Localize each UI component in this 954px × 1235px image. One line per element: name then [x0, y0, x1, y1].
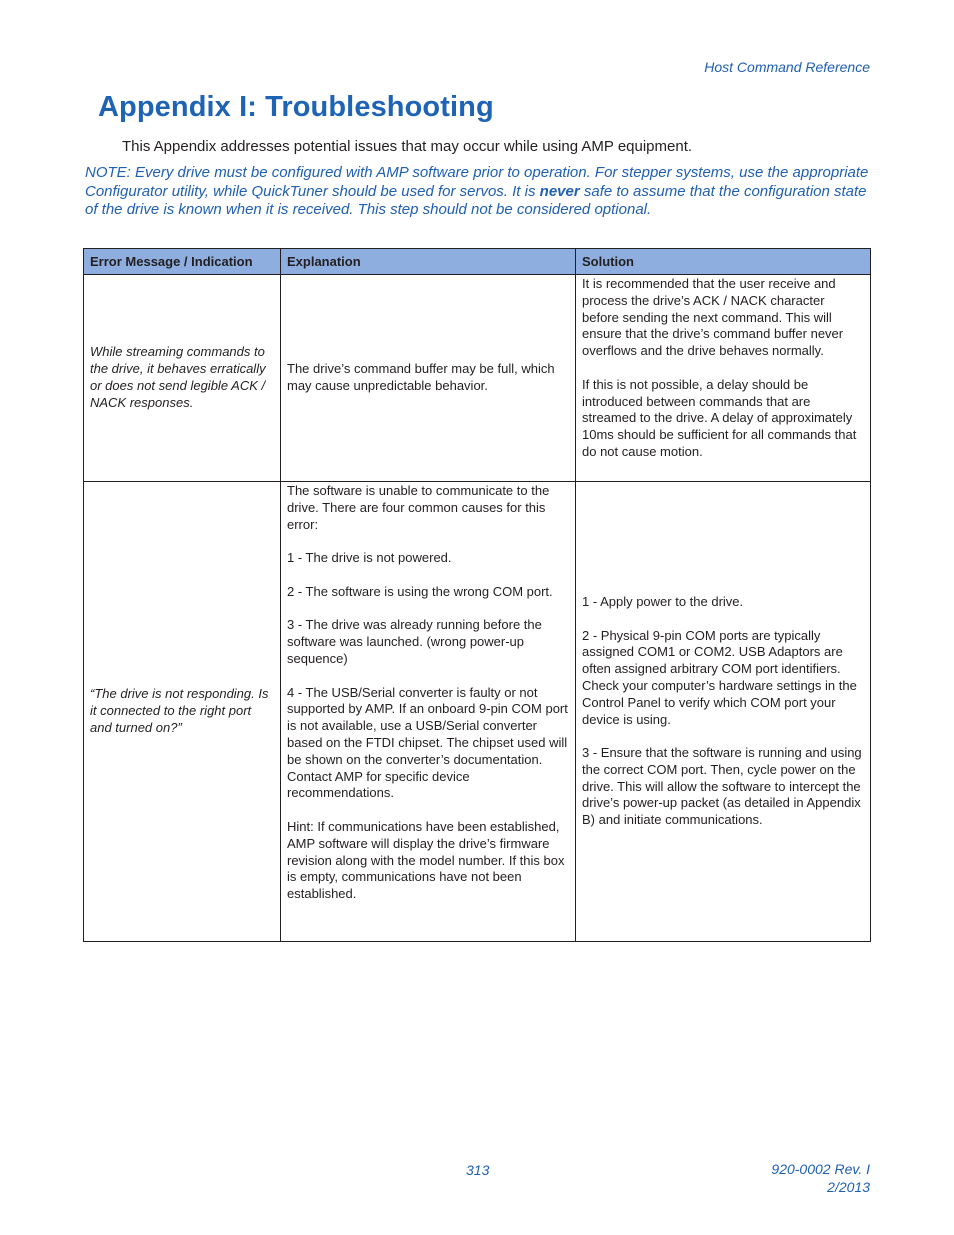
explanation-paragraph: 4 - The USB/Serial converter is faulty or not supported by AMP. If an onboard 9-pin COM port is not available, use a USB/Serial converter based on the FTDI chipset. The chipset used will be shown on the converter’s documentation. Contact AMP for specific device recommendations. [287, 684, 568, 801]
explanation-cell [281, 482, 576, 942]
solution-paragraph: 1 - Apply power to the drive. [582, 593, 744, 609]
error-cell: “The drive is not responding. Is it connected to the right port and turned on?” [84, 482, 281, 942]
solution-paragraph: 2 - Physical 9-pin COM ports are typically assigned COM1 or COM2. USB Adaptors are often assigned arbitrary COM port identifiers. Check your computer’s hardware settings in the Control Panel to verify which COM port your device is using. [582, 627, 857, 727]
document-date: 2/2013 [827, 1179, 870, 1195]
note-paragraph [85, 164, 875, 220]
troubleshooting-table [83, 248, 871, 942]
note-text-after: safe to assume that the configuration state of the drive is known when it is received. This step should not be considered optional. [85, 182, 867, 218]
column-header-explanation: Explanation [281, 249, 576, 275]
explanation-paragraph: 3 - The drive was already running before the software was launched. (wrong power-up sequence) [287, 617, 542, 666]
note-text-before: NOTE: Every drive must be configured with AMP software prior to operation. For stepper systems, use the appropriate Configurator utility, while QuickTuner should be used for servos. It is [85, 164, 869, 200]
error-cell: While streaming commands to the drive, it behaves erratically or does not send legible ACK / NACK responses. [84, 275, 281, 482]
table-header-row [84, 249, 871, 275]
table-row [84, 275, 871, 482]
revision-info [771, 1160, 870, 1196]
column-header-error: Error Message / Indication [84, 249, 281, 275]
document-revision: 920-0002 Rev. I [771, 1161, 870, 1177]
solution-cell [576, 482, 871, 942]
explanation-cell [281, 275, 576, 482]
note-emphasis: never [539, 182, 580, 200]
running-header: Host Command Reference [704, 59, 870, 75]
explanation-paragraph: The software is unable to communicate to the drive. There are four common causes for this error: [287, 483, 550, 532]
intro-paragraph: This Appendix addresses potential issues that may occur while using AMP equipment. [122, 138, 693, 155]
column-header-solution: Solution [576, 249, 871, 275]
page-title: Appendix I: Troubleshooting [98, 91, 494, 123]
solution-paragraph: It is recommended that the user receive and process the drive’s ACK / NACK character before sending the next command. This will ensure that the drive’s command buffer never overflows and the drive behaves normally. [582, 276, 844, 359]
explanation-paragraph: 2 - The software is using the wrong COM port. [287, 583, 553, 599]
page-number: 313 [466, 1162, 490, 1178]
solution-paragraph: If this is not possible, a delay should be introduced between commands that are streamed to the drive. A delay of approximately 10ms should be sufficient for all commands that do not cause motion. [582, 376, 857, 459]
explanation-paragraph: The drive’s command buffer may be full, which may cause unpredictable behavior. [287, 361, 555, 393]
explanation-paragraph: Hint: If communications have been established, AMP software will display the drive’s firmware revision along with the model number. If this box is empty, communications have not been established. [287, 818, 565, 902]
solution-cell [576, 275, 871, 482]
solution-paragraph: 3 - Ensure that the software is running and using the correct COM port. Then, cycle power on the drive. This will allow the software to intercept the drive’s power-up packet (as detailed in Appendix B) and initiate communications. [582, 745, 862, 828]
explanation-paragraph: 1 - The drive is not powered. [287, 550, 452, 566]
table-row [84, 482, 871, 942]
